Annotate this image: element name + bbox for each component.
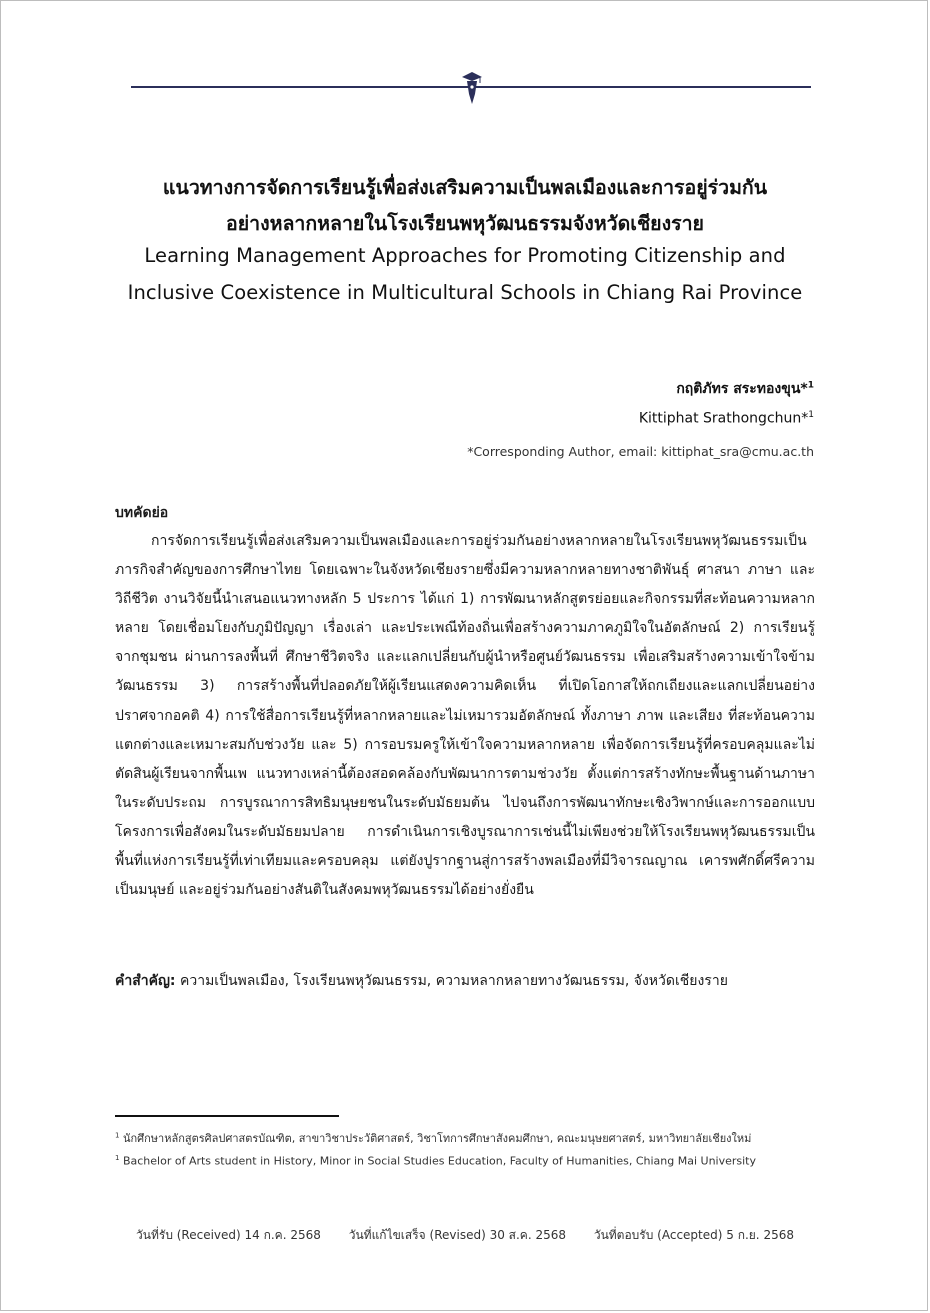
title-english-line-2: Inclusive Coexistence in Multicultural Schools in Chiang Rai Province: [127, 281, 803, 304]
keywords: [115, 970, 825, 992]
abstract-body: การจัดการเรียนรู้เพื่อส่งเสริมความเป็นพลเมืองและการอยู่ร่วมกันอย่างหลากหลายในโรงเรียนพหุวัฒนธรรมเป็นภารกิจสำคัญของการศึกษาไทย โดยเฉพาะในจังหวัดเชียงรายซึ่งมีความหลากหลายทางชาติพันธุ์ ศาสนา ภาษา และวิถีชีวิต งานวิจัยนี้นำเสนอแนวทางหลัก 5 ประการ ได้แก่ 1) การพัฒนาหลักสูตรย่อยและกิจกรรมที่สะท้อนความหลากหลาย โดยเชื่อมโยงกับภูมิปัญญา เรื่องเล่า และประเพณีท้องถิ่นเพื่อสร้างความภาคภูมิใจในอัตลักษณ์ 2) การเรียนรู้จากชุมชน ผ่านการลงพื้นที่ ศึกษาชีวิตจริง และแลกเปลี่ยนกับผู้นำหรือศูนย์วัฒนธรรม เพื่อเสริมสร้างความเข้าใจข้ามวัฒนธรรม 3) การสร้างพื้นที่ปลอดภัยให้ผู้เรียนแสดงความคิดเห็น ที่เปิดโอกาสให้ถกเถียงและแลกเปลี่ยนอย่างปราศจากอคติ 4) การใช้สื่อการเรียนรู้ที่หลากหลายและไม่เหมารวมอัตลักษณ์ ทั้งภาษา ภาพ และเสียง ที่สะท้อนความแตกต่างและเหมาะสมกับช่วงวัย และ 5) การอบรมครูให้เข้าใจความหลากหลาย เพื่อจัดการเรียนรู้ที่ครอบคลุมและไม่ตัดสินผู้เรียนจากพื้นเพ แนวทางเหล่านี้ต้องสอดคล้องกับพัฒนาการตามช่วงวัย ตั้งแต่การสร้างทักษะพื้นฐานด้านภาษาในระดับประถม การบูรณาการสิทธิมนุษยชนในระดับมัธยมต้น ไปจนถึงการพัฒนาทักษะเชิงวิพากษ์และการออกแบบโครงการเพื่อสังคมในระดับมัธยมปลาย การดำเนินการเชิงบูรณาการเช่นนี้ไม่เพียงช่วยให้โรงเรียนพหุวัฒนธรรมเป็นพื้นที่แห่งการเรียนรู้ที่เท่าเทียมและครอบคลุม แต่ยังปูรากฐานสู่การสร้างพลเมืองที่มีวิจารณญาณ เคารพศักดิ์ศรีความเป็นมนุษย์ และอยู่ร่วมกันอย่างสันติในสังคมพหุวัฒนธรรมได้อย่างยั่งยืน: [115, 533, 815, 899]
author-thai: [676, 378, 814, 400]
author-thai-affiliation-mark: 1: [807, 380, 814, 391]
keywords-label: คำสำคัญ:: [115, 973, 176, 989]
footnote-thai-text: นักศึกษาหลักสูตรศิลปศาสตรบัณฑิต, สาขาวิชาประวัติศาสตร์, วิชาโทการศึกษาสังคมศึกษา, คณะมนุษยศาสตร์, มหาวิทยาลัยเชียงใหม่: [122, 1132, 752, 1145]
date-accepted: วันที่ตอบรับ (Accepted) 5 ก.ย. 2568: [593, 1228, 794, 1242]
footnote-english-text: Bachelor of Arts student in History, Minor in Social Studies Education, Faculty of Humanities, Chiang Mai University: [122, 1154, 757, 1168]
footnote-english: [115, 1154, 756, 1168]
footnote-thai: [115, 1129, 751, 1147]
author-english: [639, 410, 814, 427]
footnote-thai-mark: 1: [115, 1131, 120, 1140]
footnote-english-mark: 1: [115, 1154, 120, 1162]
footnote-rule: [115, 1115, 339, 1117]
author-english-name: Kittiphat Srathongchun*: [638, 410, 809, 427]
date-revised: วันที่แก้ไขเสร็จ (Revised) 30 ส.ค. 2568: [348, 1228, 566, 1242]
date-received: วันที่รับ (Received) 14 ก.ค. 2568: [136, 1228, 321, 1242]
corresponding-author: *Corresponding Author, email: kittiphat_sra@cmu.ac.th: [467, 444, 814, 459]
title-thai-line-2: อย่างหลากหลายในโรงเรียนพหุวัฒนธรรมจังหวัดเชียงราย: [226, 212, 704, 235]
title-thai-line-1: แนวทางการจัดการเรียนรู้เพื่อส่งเสริมความเป็นพลเมืองและการอยู่ร่วมกัน: [162, 176, 768, 199]
submission-dates: [0, 1226, 930, 1245]
abstract-heading: บทคัดย่อ: [115, 505, 169, 521]
author-english-affiliation-mark: 1: [808, 410, 814, 420]
author-thai-name: กฤติภัทร สระทองขุน*: [676, 381, 808, 397]
keywords-list: ความเป็นพลเมือง, โรงเรียนพหุวัฒนธรรม, ความหลากหลายทางวัฒนธรรม, จังหวัดเชียงราย: [179, 973, 728, 989]
pen-nib-icon: [459, 68, 485, 106]
title-english-line-1: Learning Management Approaches for Promoting Citizenship and: [144, 244, 786, 267]
